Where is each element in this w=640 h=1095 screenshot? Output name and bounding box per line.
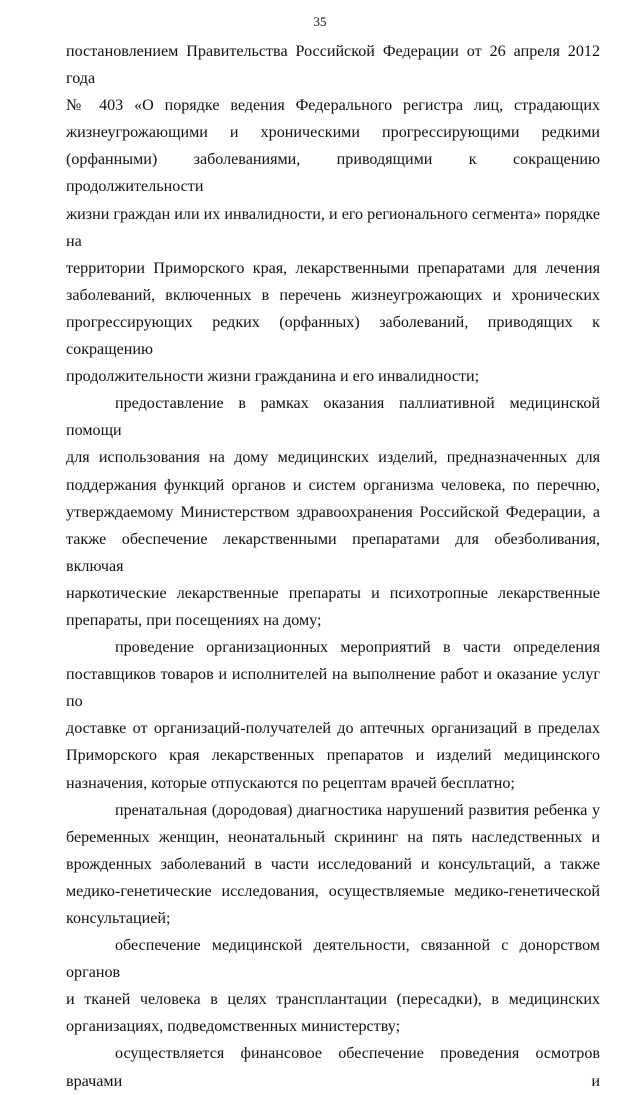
- paragraph-palliative: [66, 390, 600, 634]
- text-line: медико-генетические исследования, осуществляемые медико-генетической: [66, 882, 600, 900]
- text-line: также обеспечение лекарственными препаратами для обезболивания, включая: [66, 530, 600, 575]
- text-line: препараты, при посещениях на дому;: [66, 611, 322, 629]
- text-line: утверждаемому Министерством здравоохранения Российской Федерации, а: [66, 503, 600, 521]
- text-line: предоставление в рамках оказания паллиативной медицинской помощи: [66, 395, 600, 440]
- paragraph-prenatal: [66, 797, 600, 932]
- document-body: [66, 38, 600, 1095]
- text-line: заболеваний, включенных в перечень жизнеугрожающих и хронических: [66, 286, 600, 304]
- text-line: территории Приморского края, лекарственными препаратами для лечения: [66, 259, 600, 277]
- text-line: (орфанными) заболеваниями, приводящими к сокращению продолжительности: [66, 151, 600, 196]
- page-number: 35: [313, 14, 327, 29]
- text-line: проведение организационных мероприятий в части определения: [115, 639, 600, 657]
- text-line: наркотические лекарственные препараты и психотропные лекарственные: [66, 584, 600, 602]
- text-line: жизнеугрожающими и хроническими прогрессирующими редкими: [66, 124, 600, 142]
- paragraph-continuation: [66, 38, 600, 390]
- text-line: жизни граждан или их инвалидности, и его регионального сегмента» порядке на: [66, 205, 600, 250]
- text-line: и тканей человека в целях трансплантации (пересадки), в медицинских: [66, 991, 600, 1009]
- text-line: осуществляется финансовое обеспечение проведения осмотров врачами и: [66, 1045, 600, 1090]
- text-line: беременных женщин, неонатальный скрининг на пять наследственных и: [66, 828, 600, 846]
- paragraph-donation: [66, 932, 600, 1040]
- text-line: Приморского края лекарственных препаратов и изделий медицинского: [66, 747, 600, 765]
- paragraph-procurement: [66, 634, 600, 797]
- text-line: обеспечение медицинской деятельности, связанной с донорством органов: [66, 937, 600, 982]
- paragraph-financing: [66, 1040, 600, 1094]
- text-line: № 403 «О порядке ведения Федерального регистра лиц, страдающих: [66, 97, 600, 115]
- text-line: прогрессирующих редких (орфанных) заболеваний, приводящих к сокращению: [66, 313, 600, 359]
- text-line: назначения, которые отпускаются по рецептам врачей бесплатно;: [66, 774, 515, 792]
- text-line: врожденных заболеваний в части исследований и консультаций, а также: [66, 855, 600, 873]
- text-line: поставщиков товаров и исполнителей на выполнение работ и оказание услуг по: [66, 666, 600, 711]
- text-line: организациях, подведомственных министерству;: [66, 1018, 401, 1036]
- text-line: поддержания функций органов и систем организма человека, по перечню,: [66, 476, 600, 494]
- text-line: продолжительности жизни гражданина и его инвалидности;: [66, 368, 480, 386]
- text-line: для использования на дому медицинских изделий, предназначенных для: [66, 449, 600, 467]
- text-line: доставке от организаций-получателей до аптечных организаций в пределах: [66, 720, 600, 738]
- text-line: постановлением Правительства Российской Федерации от 26 апреля 2012 года: [66, 43, 600, 88]
- text-line: пренатальная (дородовая) диагностика нарушений развития ребенка у: [115, 801, 600, 819]
- text-line: консультацией;: [66, 910, 171, 927]
